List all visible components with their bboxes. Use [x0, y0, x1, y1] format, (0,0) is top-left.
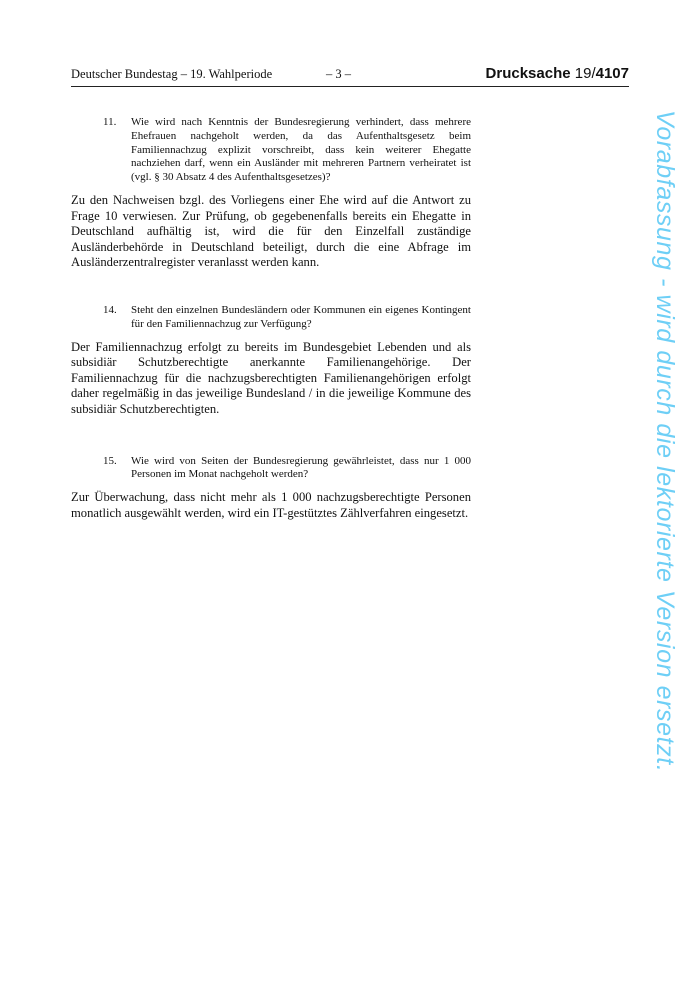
question-body: Wie wird von Seiten der Bundesregierung gewährleistet, dass nur 1 000 Personen im Monat nachgeholt werden? — [131, 454, 471, 481]
page-number: – 3 – — [326, 67, 351, 81]
qa-block-11 — [71, 116, 471, 271]
question-text — [71, 304, 471, 332]
document-body — [71, 116, 471, 521]
document-number-value: 4107 — [595, 65, 629, 82]
question-text — [71, 116, 471, 185]
question-number: 15. — [103, 454, 117, 467]
answer-text: Zu den Nachweisen bzgl. des Vorliegens einer Ehe wird auf die Antwort zu Frage 10 verwiesen. Zur Prüfung, ob gegebenenfalls bereits ein Ehegatte in Deutschland aufhältig ist, wird die für den Einzelfall zuständige Ausländerbehörde in Deutschland beteiligt, durch die eine Abfrage im Ausländerzentralregister veranlasst werden kann. — [71, 192, 471, 270]
question-number: 11. — [103, 116, 117, 128]
draft-watermark — [650, 110, 680, 905]
header-publication: Deutscher Bundestag – 19. Wahlperiode — [71, 67, 273, 81]
qa-block-14 — [71, 304, 471, 418]
qa-block-15 — [71, 455, 471, 522]
answer-text: Zur Überwachung, dass nicht mehr als 1 000 nachzugsberechtigte Personen monatlich ausgewählt werden, wird ein IT-gestütztes Zählverfahren eingesetzt. — [71, 490, 471, 520]
watermark-text: Vorabfassung - wird durch die lektorierte Version ersetzt. — [651, 110, 679, 773]
document-number-period: 19/ — [574, 65, 596, 82]
question-text — [71, 455, 471, 483]
question-number: 14. — [103, 303, 117, 316]
question-body: Steht den einzelnen Bundesländern oder Kommunen ein eigenes Kontingent für den Familiennachzug zur Verfügung? — [131, 303, 471, 330]
document-number — [486, 65, 629, 82]
answer-text: Der Familiennachzug erfolgt zu bereits im Bundesgebiet Lebenden und als subsidiär Schutzberechtigte anerkannte Familienangehörige. Der Familiennachzug für die nachzugsberechtigten Familienangehörigen erfolgt daher regelmäßig in das jeweilige Bundesland / in die jeweilige Kommune des subsidiär Schutzberechtigten. — [71, 339, 471, 416]
question-body: Wie wird nach Kenntnis der Bundesregierung verhindert, dass mehrere Ehefrauen nachgeholt werden, da das Aufenthaltsgesetz beim Familiennachzug explizit vorschreibt, dass kein weiterer Ehegatte nachziehen darf, wenn ein Ausländer mit mehreren Partnern verheiratet ist (vgl. § 30 Absatz 4 des Aufenthaltsgesetzes)? — [131, 116, 471, 184]
document-number-label: Drucksache — [485, 65, 571, 82]
page-header — [71, 66, 629, 87]
